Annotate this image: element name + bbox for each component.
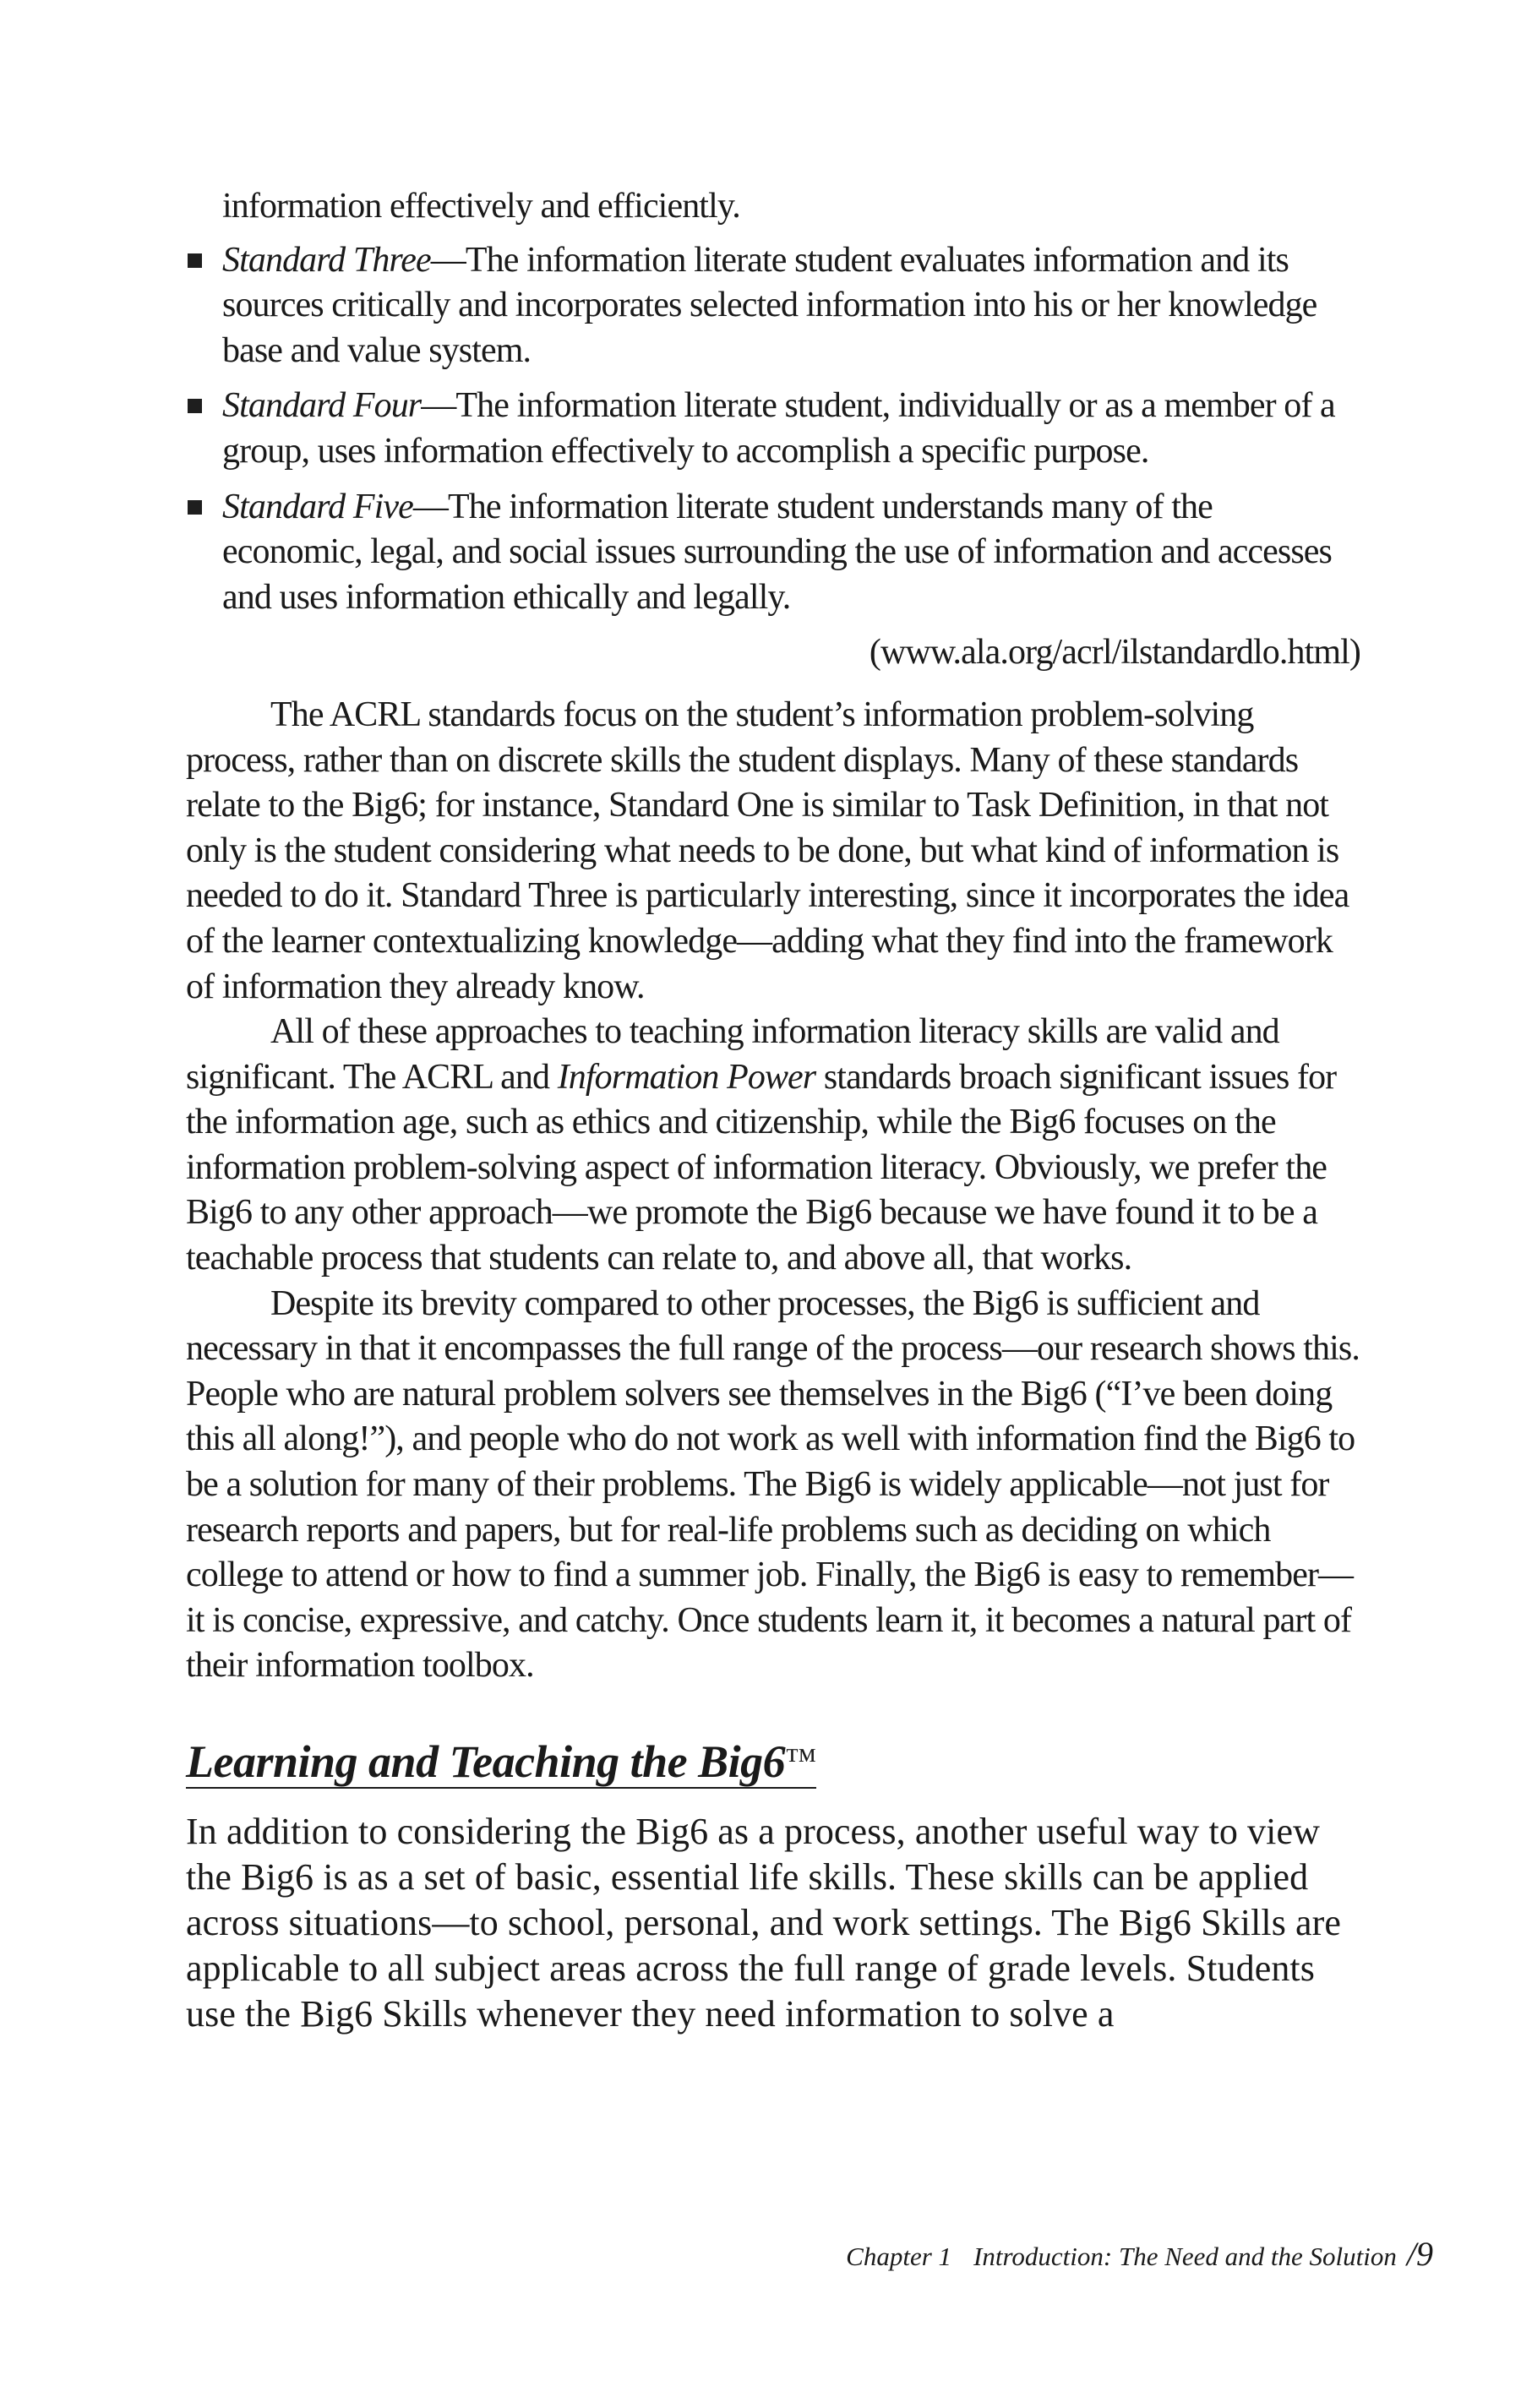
page-number: /9	[1406, 2235, 1433, 2273]
footer-chapter: Chapter 1	[846, 2242, 952, 2271]
paragraph-text: standards broach significant issues for the information age, such as ethics and citizenship, while the Big6 focuses on the information problem-solving aspect of information literacy. Obviously, we prefer the Big6 to any other approach—we promote the Big6 because we have found it to be a teachable process that students can relate to, and above all, that works.	[186, 1057, 1337, 1278]
paragraph-text: All of these approaches to teaching information literacy skills are valid and significant. The ACRL and	[186, 1012, 1279, 1097]
section-heading	[186, 1735, 816, 1789]
square-bullet-icon	[188, 253, 202, 268]
continuation-line: information effectively and efficiently.	[222, 187, 740, 226]
paragraph-brevity: Despite its brevity compared to other processes, the Big6 is sufficient and necessary in that it encompasses the full range of the process—our research shows this. People who are natural problem solvers see themselves in the Big6 (“I’ve been doing this all along!”), and people who do not work as well with information find the Big6 to be a solution for many of their problems. The Big6 is widely applicable—not just for research reports and papers, but for real-life problems such as deciding on which college to attend or how to find a summer job. Finally, the Big6 is easy to remember—it is concise, expressive, and catchy. Once students learn it, it becomes a natural part of their information toolbox.	[186, 1283, 1360, 1686]
standard-name: Standard Five	[222, 487, 413, 526]
section-heading-text: Learning and Teaching the Big6	[186, 1736, 786, 1787]
book-title: Information Power	[557, 1057, 816, 1097]
page-content	[186, 184, 1360, 2037]
square-bullet-icon	[188, 500, 202, 515]
paragraph-acrl-standards: The ACRL standards focus on the student’s information problem-solving process, rather than on discrete skills the student displays. Many of these standards relate to the Big6; for instance, Standard One is similar to Task Definition, in that not only is the student considering what needs to be done, but what kind of information is needed to do it. Standard Three is particularly interesting, since it incorporates the idea of the learner contextualizing knowledge—adding what they find into the framework of information they already know.	[186, 695, 1349, 1006]
section-body: In addition to considering the Big6 as a process, another useful way to view the Big6 is as a set of basic, essential life skills. These skills can be applied across situations—to school, personal, and work settings. The Big6 Skills are applicable to all subject areas across the full range of grade levels. Students use the Big6 Skills whenever they need information to solve a	[186, 1811, 1342, 2035]
source-url-citation: (www.ala.org/acrl/ilstandardlo.html)	[869, 633, 1360, 673]
standards-list	[186, 238, 1360, 621]
list-item-standard-five	[186, 485, 1360, 621]
paragraph-approaches	[186, 1010, 1360, 1282]
list-item-standard-three	[186, 238, 1360, 374]
standard-text: —The information literate student evaluates information and its sources critically and incorporates selected information into his or her knowledge base and value system.	[222, 240, 1317, 370]
footer-title: Introduction: The Need and the Solution	[973, 2242, 1397, 2271]
standard-text: —The information literate student understands many of the economic, legal, and social issues surrounding the use of information and accesses and uses information ethically and legally.	[222, 487, 1332, 617]
standard-text: —The information literate student, individually or as a member of a group, uses information effectively to accomplish a specific purpose.	[222, 386, 1335, 471]
trademark-symbol: ™	[785, 1742, 816, 1778]
standard-name: Standard Three	[222, 240, 431, 280]
running-footer	[846, 2237, 1433, 2274]
list-item-standard-four	[186, 384, 1360, 474]
standard-name: Standard Four	[222, 386, 422, 426]
square-bullet-icon	[188, 399, 202, 413]
